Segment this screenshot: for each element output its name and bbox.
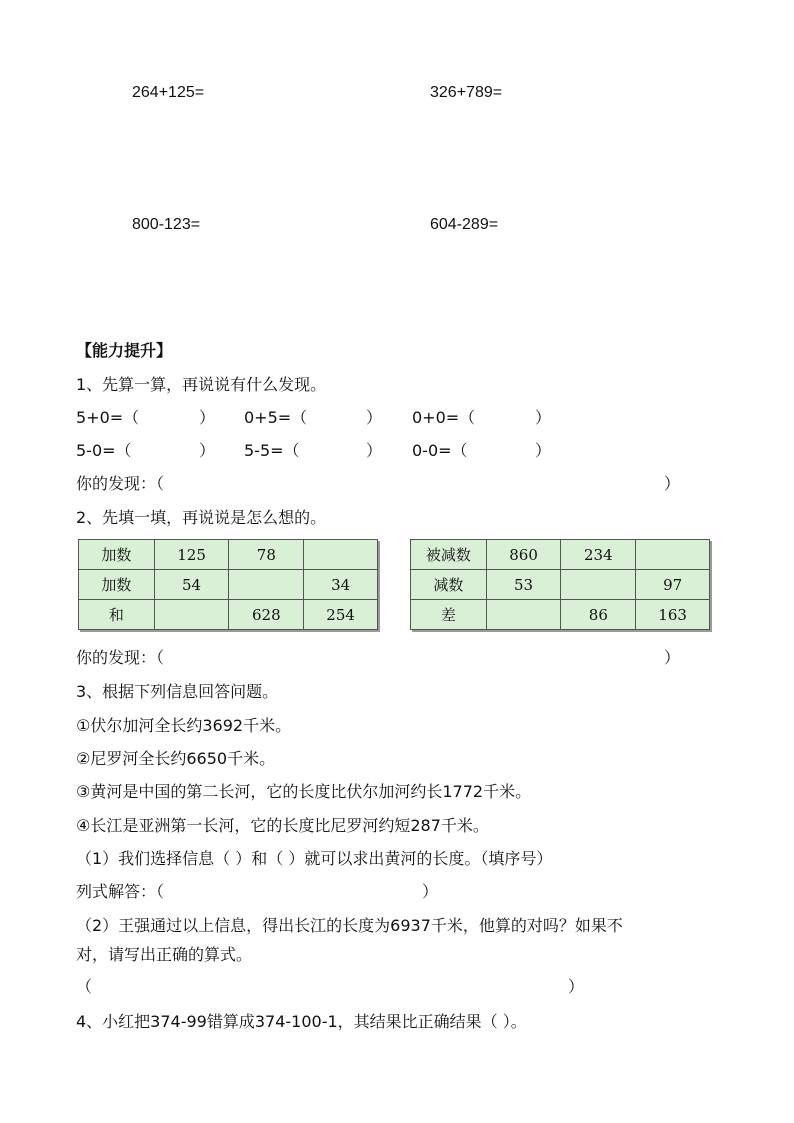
table-row [79, 600, 378, 630]
q1-r1-c: 0+0=（ [412, 408, 476, 427]
table-cell: 34 [304, 570, 378, 600]
calc-1: 264+125= [132, 84, 205, 101]
addition-table [78, 539, 378, 630]
q3-sub1: （1）我们选择信息（ ）和（ ）就可以求出黄河的长度。（填序号） [76, 849, 553, 868]
table-cell[interactable] [229, 570, 304, 600]
table-row [411, 600, 710, 630]
table-cell[interactable] [486, 600, 561, 630]
table-row [411, 540, 710, 570]
q2-finding-label: 你的发现：（ [76, 648, 165, 667]
q3-info-3: ③黄河是中国的第二长河，它的长度比伏尔加河约长1772千米。 [76, 782, 532, 801]
q1-finding-close: ） [664, 474, 681, 493]
q1-r2-b-close: ） [366, 441, 383, 460]
table-cell: 53 [486, 570, 561, 600]
q1-r1-b: 0+5=（ [244, 408, 308, 427]
table-row [79, 570, 378, 600]
calc-4: 604-289= [430, 216, 499, 233]
q3-title: 3、根据下列信息回答问题。 [76, 682, 279, 701]
q3-info-4: ④长江是亚洲第一长河，它的长度比尼罗河约短287千米。 [76, 816, 489, 835]
table-cell: 和 [79, 600, 155, 630]
calc-2: 326+789= [430, 84, 503, 101]
table-cell[interactable] [304, 540, 378, 570]
table-cell: 125 [154, 540, 229, 570]
q1-r2-c: 0-0=（ [412, 441, 468, 460]
q1-r2-b: 5-5=（ [244, 441, 300, 460]
q1-title: 1、先算一算，再说说有什么发现。 [76, 375, 327, 394]
section-title: 【能力提升】 [76, 341, 173, 360]
q1-r2-a: 5-0=（ [76, 441, 132, 460]
table-cell[interactable] [561, 570, 636, 600]
table-cell: 78 [229, 540, 304, 570]
q3-sub2-line2: 对，请写出正确的算式。 [76, 945, 253, 964]
table-cell: 163 [636, 600, 710, 630]
table-cell: 54 [154, 570, 229, 600]
q1-r1-c-close: ） [535, 408, 552, 427]
table-cell: 628 [229, 600, 304, 630]
q1-r1-a-close: ） [199, 408, 216, 427]
table-row [79, 540, 378, 570]
table-row [411, 570, 710, 600]
table-cell: 97 [636, 570, 710, 600]
q1-r1-b-close: ） [366, 408, 383, 427]
q1-finding-label: 你的发现：（ [76, 474, 165, 493]
subtraction-table [410, 539, 710, 630]
table-cell: 减数 [411, 570, 487, 600]
q3-answer-close: ） [422, 882, 439, 901]
q1-r2-a-close: ） [199, 441, 216, 460]
q3-sub2-line1: （2）王强通过以上信息，得出长江的长度为6937千米，他算的对吗？如果不 [76, 916, 623, 935]
q3-paren-open: （ [76, 977, 93, 996]
q2-finding-close: ） [664, 648, 681, 667]
q2-title: 2、先填一填，再说说是怎么想的。 [76, 508, 327, 527]
table-cell: 860 [486, 540, 561, 570]
table-cell: 234 [561, 540, 636, 570]
table-cell: 加数 [79, 570, 155, 600]
q3-answer-label: 列式解答：（ [76, 882, 165, 901]
q3-info-2: ②尼罗河全长约6650千米。 [76, 749, 276, 768]
q4-text: 4、小红把374-99错算成374-100-1，其结果比正确结果（ ）。 [76, 1012, 527, 1031]
q3-info-1: ①伏尔加河全长约3692千米。 [76, 716, 292, 735]
table-cell: 86 [561, 600, 636, 630]
q1-r2-c-close: ） [535, 441, 552, 460]
table-cell: 254 [304, 600, 378, 630]
table-cell[interactable] [636, 540, 710, 570]
table-cell: 被减数 [411, 540, 487, 570]
q3-paren-close: ） [568, 977, 585, 996]
calc-3: 800-123= [132, 216, 201, 233]
table-cell: 加数 [79, 540, 155, 570]
table-cell[interactable] [154, 600, 229, 630]
table-cell: 差 [411, 600, 487, 630]
q1-r1-a: 5+0=（ [76, 408, 140, 427]
